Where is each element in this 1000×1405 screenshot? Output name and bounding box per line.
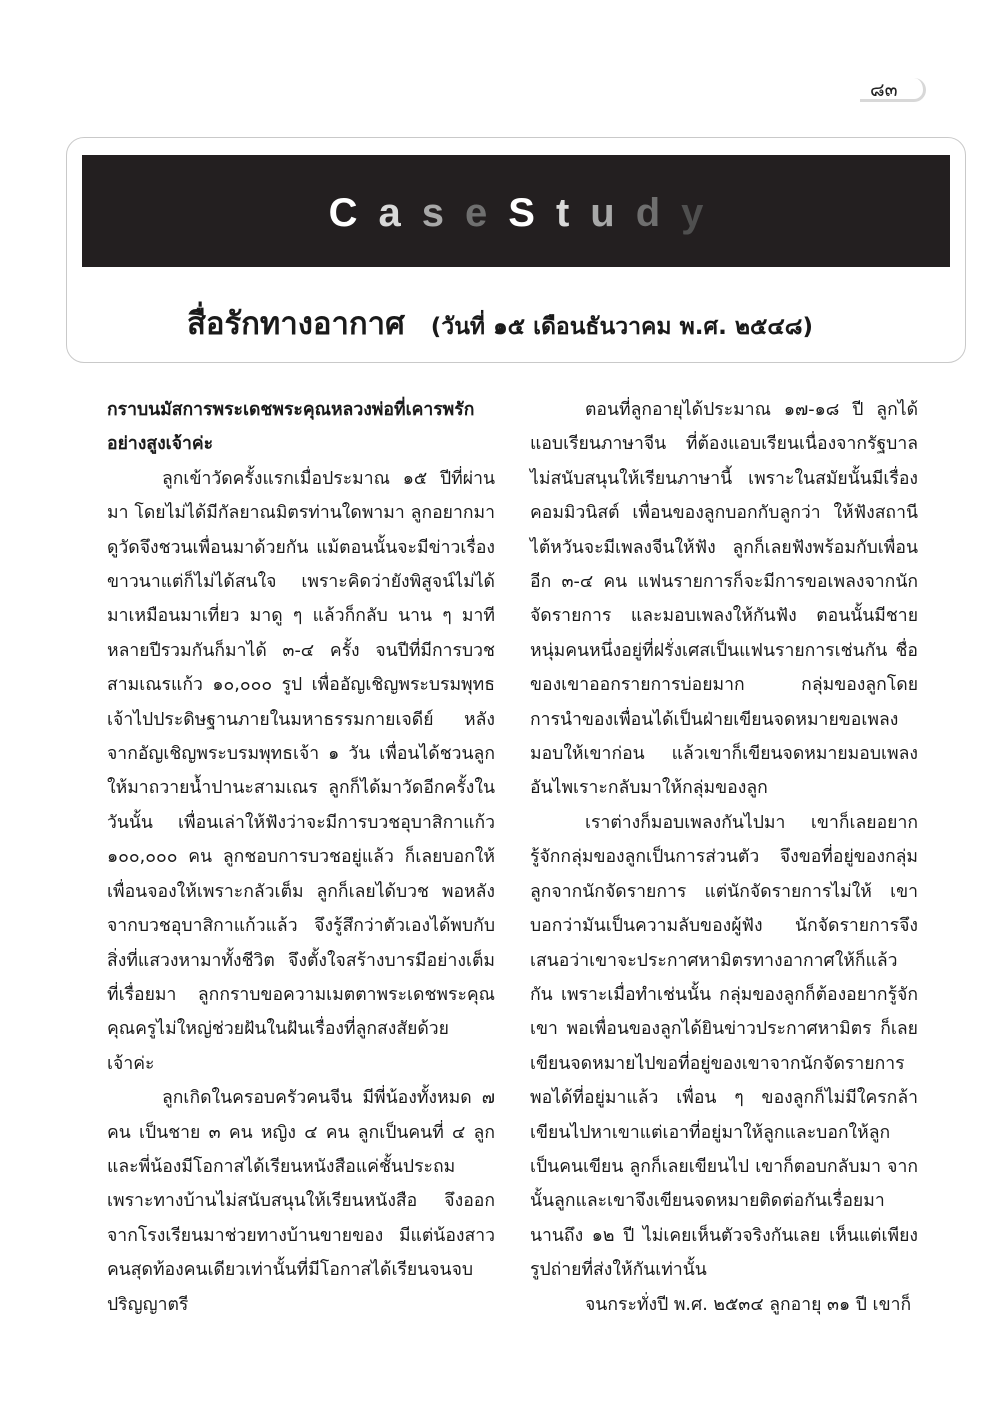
banner-letter: a <box>378 191 422 235</box>
greeting: กราบนมัสการพระเดชพระคุณหลวงพ่อที่เคารพรักอย่างสูงเจ้าค่ะ <box>107 400 475 455</box>
banner-letter: e <box>465 191 509 235</box>
banner-letter: s <box>421 191 465 235</box>
case-study-banner <box>82 155 950 267</box>
banner-letter: t <box>555 191 591 235</box>
body-paragraph: เราต่างก็มอบเพลงกันไปมา เขาก็เลยอยากรู้จักกลุ่มของลูกเป็นการส่วนตัว จึงขอที่อยู่ของกลุ่มลูกจากนักจัดรายการ แต่นักจัดรายการไม่ให้ เขาบอกว่ามันเป็นความลับของผู้ฟัง นักจัดรายการจึงเสนอว่าเขาจะประกาศหามิตรทางอากาศให้ก็แล้วกัน เพราะเมื่อทำเช่นนั้น กลุ่มของลูกก็ต้องอยากรู้จักเขา พอเพื่อนของลูกได้ยินข่าวประกาศหามิตร ก็เลยเขียนจดหมายไปขอที่อยู่ของเขาจากนักจัดรายการ พอได้ที่อยู่มาแล้ว เพื่อน ๆ ของลูกก็ไม่มีใครกล้าเขียนไปหาเขาแต่เอาที่อยู่มาให้ลูกและบอกให้ลูกเป็นคนเขียน ลูกก็เลยเขียนไป เขาก็ตอบกลับมา จากนั้นลูกและเขาจึงเขียนจดหมายติดต่อกันเรื่อยมานานถึง ๑๒ ปี ไม่เคยเห็นตัวจริงกันเลย เห็นแต่เพียงรูปถ่ายที่ส่งให้กันเท่านั้น <box>530 812 918 1281</box>
body-paragraph: ตอนที่ลูกอายุได้ประมาณ ๑๗-๑๘ ปี ลูกได้แอบเรียนภาษาจีน ที่ต้องแอบเรียนเนื่องจากรัฐบาลไม่สนับสนุนให้เรียนภาษานี้ เพราะในสมัยนั้นมีเรื่องคอมมิวนิสต์ เพื่อนของลูกบอกกับลูกว่า ให้ฟังสถานีไต้หวันจะมีเพลงจีนให้ฟัง ลูกก็เลยฟังพร้อมกับเพื่อนอีก ๓-๔ คน แฟนรายการก็จะมีการขอเพลงจากนักจัดรายการ และมอบเพลงให้กันฟัง ตอนนั้นมีชายหนุ่มคนหนึ่งอยู่ที่ฝรั่งเศสเป็นแฟนรายการเช่นกัน ชื่อของเขาออกรายการบ่อยมาก กลุ่มของลูกโดยการนำของเพื่อนได้เป็นฝ่ายเขียนจดหมายขอเพลงมอบให้เขาก่อน แล้วเขาก็เขียนจดหมายมอบเพลงอันไพเราะกลับมาให้กลุ่มของลูก <box>530 400 918 799</box>
body-paragraph: ลูกเข้าวัดครั้งแรกเมื่อประมาณ ๑๕ ปีที่ผ่านมา โดยไม่ได้มีกัลยาณมิตรท่านใดพามา ลูกอยากมาดูวัดจึงชวนเพื่อนมาด้วยกัน แม้ตอนนั้นจะมีข่าวเรื่องขาวนาแต่ก็ไม่ได้สนใจ เพราะคิดว่ายังพิสูจน์ไม่ได้ มาเหมือนมาเที่ยว มาดู ๆ แล้วก็กลับ นาน ๆ มาทีหลายปีรวมกันก็มาได้ ๓-๔ ครั้ง จนปีที่มีการบวชสามเณรแก้ว ๑๐,๐๐๐ รูป เพื่ออัญเชิญพระบรมพุทธเจ้าไปประดิษฐานภายในมหาธรรมกายเจดีย์ หลังจากอัญเชิญพระบรมพุทธเจ้า ๑ วัน เพื่อนได้ชวนลูกให้มาถวายน้ำปานะสามเณร ลูกก็ได้มาวัดอีกครั้งในวันนั้น เพื่อนเล่าให้ฟังว่าจะมีการบวชอุบาสิกาแก้ว ๑๐๐,๐๐๐ คน ลูกชอบการบวชอยู่แล้ว ก็เลยบอกให้เพื่อนจองให้เพราะกลัวเต็ม ลูกก็เลยได้บวช พอหลังจากบวชอุบาสิกาแก้วแล้ว จึงรู้สึกว่าตัวเองได้พบกับสิ่งที่แสวงหามาทั้งชีวิต จึงตั้งใจสร้างบารมีอย่างเต็มที่เรื่อยมา ลูกกราบขอความเมตตาพระเดชพระคุณคุณครูไม่ใหญ่ช่วยฝันในฝันเรื่องที่ลูกสงสัยด้วยเจ้าค่ะ <box>107 468 495 1074</box>
article-title-main: สื่อรักทางอากาศ <box>186 306 405 342</box>
right-column <box>530 393 918 1322</box>
banner-letter: C <box>328 191 379 235</box>
article-date: (วันที่ ๑๕ เดือนธันวาคม พ.ศ. ๒๕๔๘) <box>430 314 814 340</box>
banner-letter: d <box>635 191 682 235</box>
body-paragraph: ลูกเกิดในครอบครัวคนจีน มีพี่น้องทั้งหมด ๗ คน เป็นชาย ๓ คน หญิง ๔ คน ลูกเป็นคนที่ ๔ ลูกและพี่น้องมีโอกาสได้เรียนหนังสือแค่ชั้นประถม เพราะทางบ้านไม่สนับสนุนให้เรียนหนังสือ จึงออกจากโรงเรียนมาช่วยทางบ้านขายของ มีแต่น้องสาวคนสุดท้องคนเดียวเท่านั้นที่มีโอกาสได้เรียนจนจบปริญญาตรี <box>107 1088 495 1315</box>
body-paragraph: จนกระทั่งปี พ.ศ. ๒๕๓๔ ลูกอายุ ๓๑ ปี เขาก็ <box>585 1294 912 1315</box>
left-column <box>107 393 495 1322</box>
banner-letter: S <box>508 191 556 235</box>
page-number: ๘๓ <box>860 78 926 102</box>
banner-title <box>82 191 950 235</box>
banner-letter: y <box>681 191 725 235</box>
article-title <box>0 298 1000 348</box>
banner-letter: u <box>590 191 636 235</box>
